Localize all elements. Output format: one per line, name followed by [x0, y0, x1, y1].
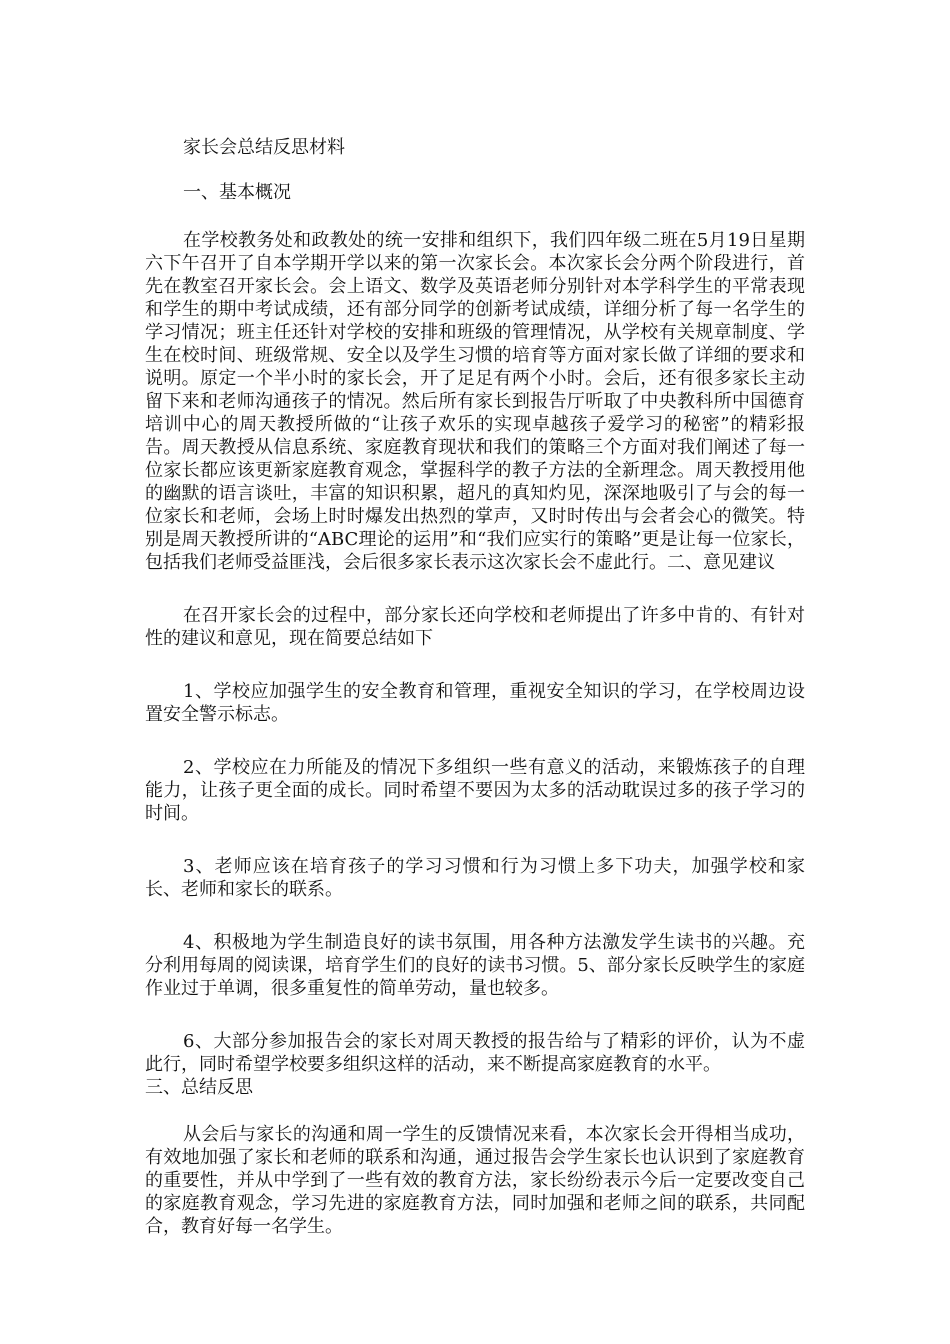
suggestion-item-1: 1、学校应加强学生的安全教育和管理，重视安全知识的学习，在学校周边设置安全警示标志。 — [145, 681, 805, 725]
document-title: 家长会总结反思材料 — [183, 137, 345, 158]
suggestion-item-4-5: 4、积极地为学生制造良好的读书氛围，用各种方法激发学生读书的兴趣。充分利用每周的阅读课，培育学生们的良好的读书习惯。5、部分家长反映学生的家庭作业过于单调，很多重复性的简单劳动，量也较多。 — [145, 932, 805, 999]
suggestion-item-3: 3、老师应该在培育孩子的学习习惯和行为习惯上多下功夫，加强学校和家长、老师和家长的联系。 — [145, 856, 805, 900]
section-heading-reflection: 三、总结反思 — [145, 1077, 253, 1098]
section-heading-basic-overview: 一、基本概况 — [183, 182, 291, 203]
paragraph-overview: 在学校教务处和政教处的统一安排和组织下，我们四年级二班在5月19日星期六下午召开了自本学期开学以来的第一次家长会。本次家长会分两个阶段进行，首先在教室召开家长会。会上语文、数学及英语老师分别针对本学科学生的平常表现和学生的期中考试成绩，还有部分同学的创新考试成绩，详细分析了每一名学生的学习情况；班主任还针对学校的安排和班级的管理情况，从学校有关规章制度、学生在校时间、班级常规、安全以及学生习惯的培育等方面对家长做了详细的要求和说明。原定一个半小时的家长会，开了足足有两个小时。会后，还有很多家长主动留下来和老师沟通孩子的情况。然后所有家长到报告厅听取了中央教科所中国德育培训中心的周天教授所做的“让孩子欢乐的实现卓越孩子爱学习的秘密”的精彩报告。周天教授从信息系统、家庭教育现状和我们的策略三个方面对我们阐述了每一位家长都应该更新家庭教育观念，掌握科学的教子方法的全新理念。周天教授用他的幽默的语言谈吐，丰富的知识积累，超凡的真知灼见，深深地吸引了与会的每一位家长和老师，会场上时时爆发出热烈的掌声，又时时传出与会者会心的微笑。特别是周天教授所讲的“ABC理论的运用”和“我们应实行的策略”更是让每一位家长，包括我们老师受益匪浅，会后很多家长表示这次家长会不虚此行。二、意见建议 — [145, 230, 805, 573]
suggestion-item-2: 2、学校应在力所能及的情况下多组织一些有意义的活动，来锻炼孩子的自理能力，让孩子更全面的成长。同时希望不要因为太多的活动耽误过多的孩子学习的时间。 — [145, 757, 805, 824]
paragraph-reflection: 从会后与家长的沟通和周一学生的反馈情况来看，本次家长会开得相当成功，有效地加强了家长和老师的联系和沟通，通过报告会学生家长也认识到了家庭教育的重要性，并从中学到了一些有效的教育方法，家长纷纷表示今后一定要改变自己的家庭教育观念，学习先进的家庭教育方法，同时加强和老师之间的联系，共同配合，教育好每一名学生。 — [145, 1124, 805, 1237]
document-page — [145, 136, 805, 1268]
paragraph-suggestions-intro: 在召开家长会的过程中，部分家长还向学校和老师提出了许多中肯的、有针对性的建议和意见，现在简要总结如下 — [145, 605, 805, 649]
suggestion-item-6: 6、大部分参加报告会的家长对周天教授的报告给与了精彩的评价，认为不虚此行，同时希望学校要多组织这样的活动，来不断提高家庭教育的水平。 — [145, 1031, 805, 1075]
